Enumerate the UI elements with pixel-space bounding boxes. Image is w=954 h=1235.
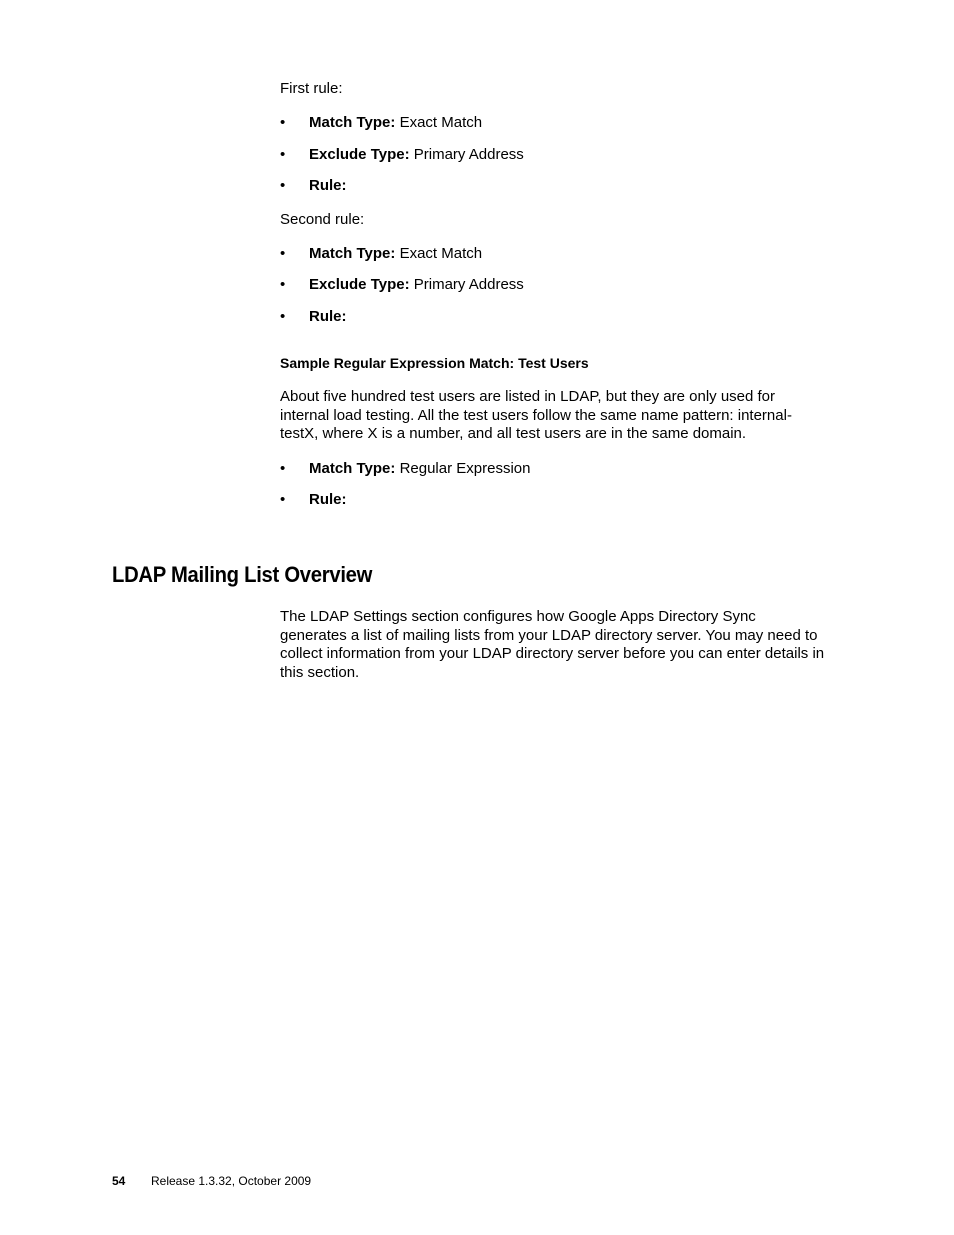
bullet-marker: • — [280, 146, 286, 163]
bullet-marker: • — [280, 177, 286, 194]
bullet-marker: • — [280, 114, 286, 131]
page-number: 54 — [112, 1174, 126, 1188]
bullet-value: Regular Expression — [395, 460, 531, 477]
section-paragraph — [280, 608, 845, 683]
bullet-marker: • — [280, 245, 286, 262]
paragraph-line: testX, where X is a number, and all test users are in the same domain. — [280, 425, 747, 443]
paragraph-line: The LDAP Settings section configures how Google Apps Directory Sync — [280, 608, 756, 625]
paragraph-line: internal load testing. All the test users follow the same name pattern: internal- — [280, 406, 792, 424]
paragraph-line: generates a list of mailing lists from your LDAP directory server. You may need to — [280, 626, 818, 644]
bullet-label: Match Type: — [309, 460, 396, 477]
sample-heading: Sample Regular Expression Match: Test Users — [280, 355, 589, 371]
bullet-label: Exclude Type: — [309, 146, 410, 163]
paragraph-line: this section. — [280, 664, 360, 682]
bullet-value: Exact Match — [395, 245, 483, 262]
second-rule-intro: Second rule: — [280, 211, 365, 228]
sample-paragraph — [280, 388, 845, 444]
section-title: LDAP Mailing List Overview — [112, 562, 373, 587]
bullet-value: Exact Match — [395, 114, 483, 131]
paragraph-line: collect information from your LDAP directory server before you can enter details in — [280, 645, 825, 663]
bullet-label: Match Type: — [309, 245, 396, 262]
release-info: Release 1.3.32, October 2009 — [151, 1174, 312, 1188]
bullet-value: Primary Address — [409, 276, 524, 293]
bullet-value: Primary Address — [409, 146, 524, 163]
bullet-marker: • — [280, 460, 286, 477]
bullet-label: Rule: — [309, 308, 347, 325]
bullet-label: Match Type: — [309, 114, 396, 131]
first-rule-intro: First rule: — [280, 80, 343, 97]
paragraph-line: About five hundred test users are listed in LDAP, but they are only used for — [280, 388, 776, 405]
bullet-marker: • — [280, 491, 286, 508]
bullet-label: Rule: — [309, 177, 347, 194]
bullet-label: Rule: — [309, 491, 347, 508]
bullet-marker: • — [280, 308, 286, 325]
bullet-marker: • — [280, 276, 286, 293]
bullet-label: Exclude Type: — [309, 276, 410, 293]
